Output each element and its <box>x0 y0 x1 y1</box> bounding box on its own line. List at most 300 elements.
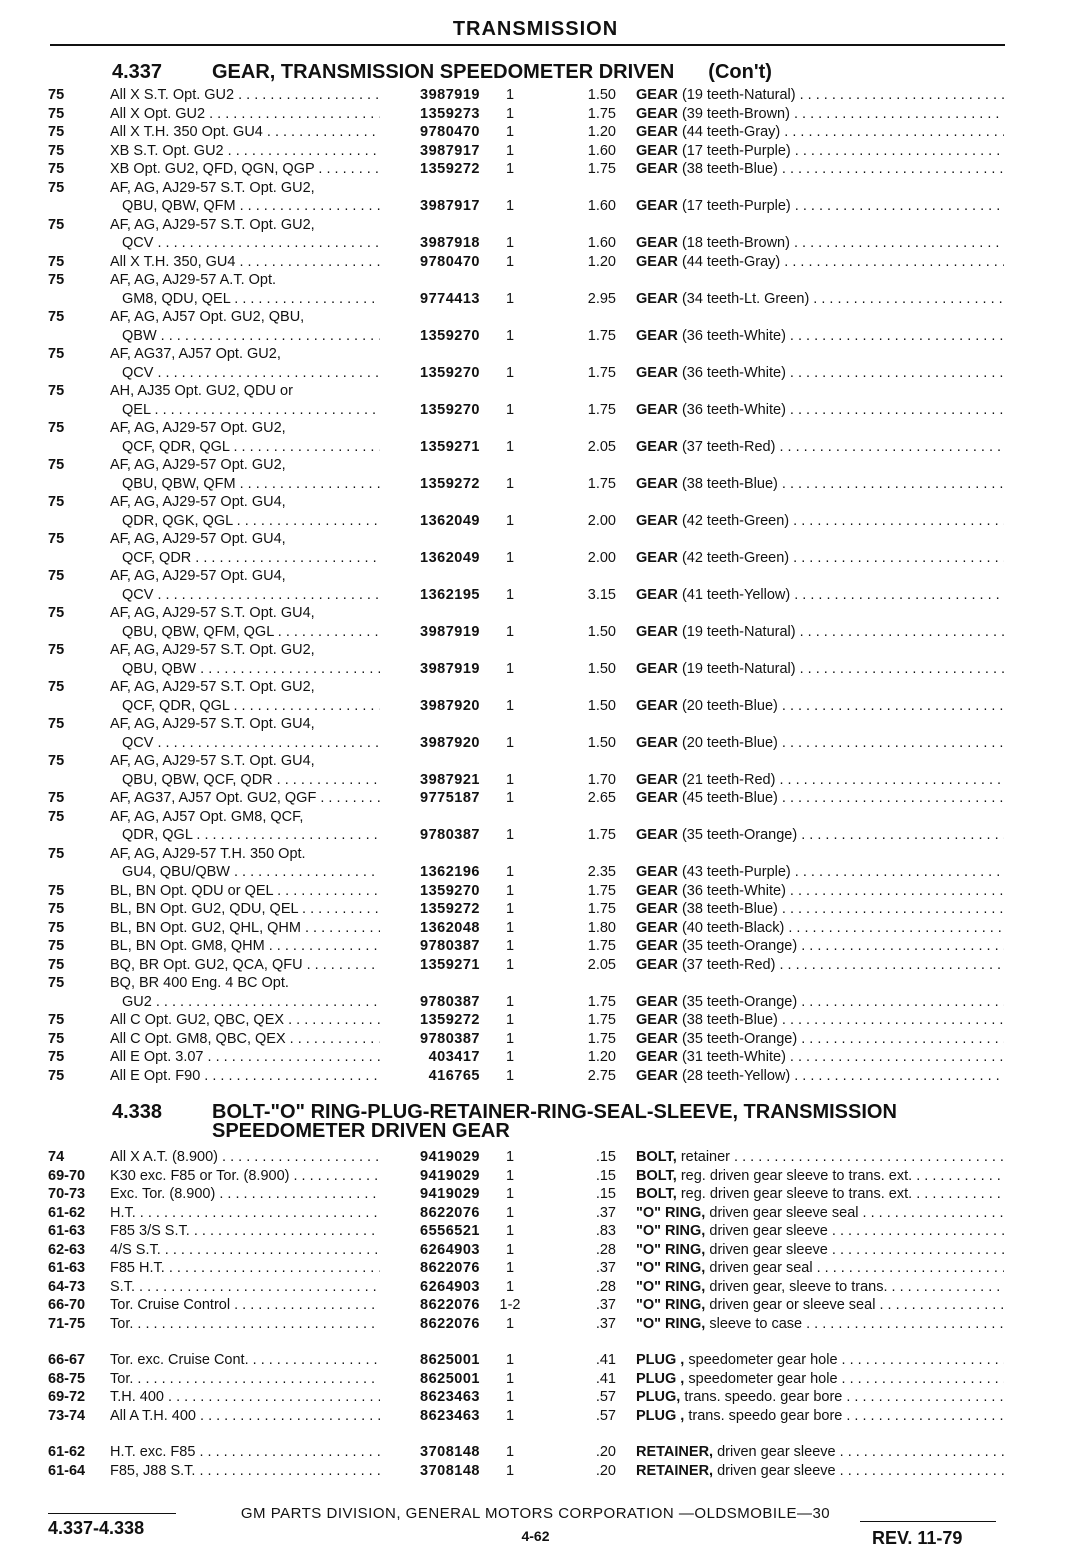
quantity: 1 <box>505 993 515 1010</box>
description <box>636 549 1004 567</box>
quantity: 1 <box>505 919 515 936</box>
part-number: 9780387 <box>420 993 480 1010</box>
quantity: 1 <box>505 475 515 492</box>
model-year: 75 <box>48 956 65 973</box>
description <box>636 771 1004 789</box>
table-row <box>0 1185 1071 1203</box>
part-detail: (20 teeth-Blue) <box>681 734 778 751</box>
quantity: 1 <box>505 1352 515 1368</box>
application: K30 exc. F85 or Tor. (8.900) . . . <box>110 1167 380 1185</box>
application-cont: GM8, QDU, QEL . . . <box>110 290 380 308</box>
section-number: 4.337 <box>112 61 163 83</box>
table-row <box>0 142 1071 160</box>
part-name: GEAR <box>636 1030 678 1047</box>
section-heading-4337 <box>112 62 772 82</box>
model-year: 64-73 <box>48 1278 86 1295</box>
description <box>636 364 1004 382</box>
model-year: 61-62 <box>48 1444 86 1460</box>
description <box>636 1351 1004 1369</box>
quantity: 1 <box>505 1315 515 1332</box>
description <box>636 290 1004 308</box>
footer-corporation: GM PARTS DIVISION, GENERAL MOTORS CORPORATION —OLDSMOBILE—30 <box>240 1505 831 1522</box>
part-number: 6264903 <box>420 1241 480 1258</box>
quantity: 1 <box>505 235 515 251</box>
model-year: 75 <box>48 494 65 510</box>
quantity: 1 <box>505 1012 515 1028</box>
part-detail: retainer <box>680 1149 731 1165</box>
model-year: 75 <box>48 975 65 991</box>
part-detail: reg. driven gear sleeve to trans. ext. <box>680 1167 913 1184</box>
application-cont: QCV . . . <box>110 586 380 604</box>
model-year: 61-64 <box>48 1462 86 1479</box>
table-row <box>0 1296 1071 1314</box>
part-detail: driven gear sleeve <box>709 1241 828 1258</box>
part-name: PLUG , <box>636 1407 685 1424</box>
part-detail: sleeve to case <box>709 1315 803 1332</box>
description <box>636 1407 1004 1425</box>
quantity: 1 <box>505 938 515 954</box>
application-cont: QBW . . . <box>110 327 380 345</box>
model-year: 75 <box>48 161 65 177</box>
application: BL, BN Opt. GU2, QDU, QEL . . . <box>110 900 380 918</box>
part-number: 9780470 <box>420 124 480 140</box>
table-row <box>0 752 1071 770</box>
part-detail: (36 teeth-White) <box>681 364 786 381</box>
part-detail: reg. driven gear sleeve to trans. ext. <box>680 1186 913 1202</box>
application: S.T. . . . <box>110 1278 380 1296</box>
application-cont: QCF, QDR . . . <box>110 549 380 567</box>
part-number: 1359270 <box>420 327 480 344</box>
part-number: 9780387 <box>420 938 480 954</box>
quantity: 1 <box>505 901 515 917</box>
quantity: 1 <box>505 364 515 381</box>
table-row <box>0 697 1071 715</box>
section-number: 4.338 <box>112 1101 163 1123</box>
application: Tor. . . . <box>110 1315 380 1333</box>
part-name: GEAR <box>636 956 678 973</box>
application: AF, AG37, AJ57 Opt. GU2, <box>110 346 281 362</box>
model-year: 61-63 <box>48 1260 86 1276</box>
table-row <box>0 808 1071 826</box>
quantity: 1 <box>505 512 515 529</box>
quantity: 1 <box>505 956 515 973</box>
section-continued: (Con't) <box>708 61 772 83</box>
table-row <box>0 771 1071 789</box>
application: Exc. Tor. (8.900) . . . <box>110 1185 380 1203</box>
application: AF, AG, AJ29-57 Opt. GU2, <box>110 457 286 473</box>
model-year: 75 <box>48 642 65 658</box>
part-number: 3987919 <box>420 623 480 640</box>
application: All X S.T. Opt. GU2 . . . <box>110 86 380 104</box>
quantity: 1 <box>505 124 515 140</box>
part-detail: (18 teeth-Brown) <box>681 235 790 251</box>
price: .15 <box>595 1167 616 1184</box>
description <box>636 123 1004 141</box>
quantity: 1 <box>505 290 515 307</box>
model-year: 75 <box>48 105 65 122</box>
part-detail: driven gear seal <box>709 1260 813 1276</box>
description <box>636 197 1004 215</box>
part-name: GEAR <box>636 198 678 214</box>
part-number: 8623463 <box>420 1407 480 1424</box>
model-year: 75 <box>48 716 65 732</box>
part-number: 1359271 <box>420 438 480 455</box>
quantity: 1 <box>505 623 515 640</box>
price: .83 <box>595 1223 616 1239</box>
part-number: 1359273 <box>420 105 480 122</box>
part-name: GEAR <box>636 142 678 159</box>
table-row <box>0 549 1071 567</box>
quantity: 1 <box>505 1241 515 1258</box>
part-name: BOLT, <box>636 1186 677 1202</box>
table-row <box>0 1148 1071 1166</box>
model-year: 62-63 <box>48 1241 86 1258</box>
quantity: 1 <box>505 1260 515 1276</box>
part-number: 1359270 <box>420 882 480 899</box>
footer-section-code: 4.337-4.338 <box>48 1518 145 1538</box>
table-row <box>0 1443 1071 1461</box>
application: AF, AG, AJ29-57 Opt. GU2, <box>110 420 286 436</box>
quantity: 1 <box>505 697 515 714</box>
description <box>636 937 1004 955</box>
part-number: 3987920 <box>420 734 480 751</box>
part-detail: (38 teeth-Blue) <box>681 901 778 917</box>
application-cont: QBU, QBW, QCF, QDR . . . <box>110 771 380 789</box>
model-year: 75 <box>48 1049 65 1065</box>
part-number: 8622076 <box>420 1204 480 1221</box>
table-row <box>0 660 1071 678</box>
application-cont: QDR, QGL . . . <box>110 826 380 844</box>
quantity: 1 <box>505 161 515 177</box>
application: All C Opt. GM8, QBC, QEX . . . <box>110 1030 380 1048</box>
table-row <box>0 364 1071 382</box>
description <box>636 882 1004 900</box>
description <box>636 1030 1004 1048</box>
table-row <box>0 956 1071 974</box>
price: 2.00 <box>587 512 616 529</box>
part-number: 3987918 <box>420 235 480 251</box>
table-row <box>0 271 1071 289</box>
table-row <box>0 1407 1071 1425</box>
table-row <box>0 160 1071 178</box>
table-row <box>0 308 1071 326</box>
quantity: 1 <box>505 771 515 788</box>
application: AH, AJ35 Opt. GU2, QDU or <box>110 383 293 399</box>
part-name: "O" RING, <box>636 1297 706 1313</box>
part-detail: (38 teeth-Blue) <box>681 161 778 177</box>
part-detail: trans. speedo. gear bore <box>684 1389 843 1405</box>
table-row <box>0 586 1071 604</box>
table-row <box>0 493 1071 511</box>
description <box>636 1278 1004 1296</box>
application: AF, AG, AJ29-57 Opt. GU4, <box>110 494 286 510</box>
part-detail: (35 teeth-Orange) <box>681 938 798 954</box>
part-number: 3987921 <box>420 771 480 788</box>
application: AF, AG, AJ57 Opt. GU2, QBU, <box>110 309 305 325</box>
part-detail: (36 teeth-White) <box>681 882 786 899</box>
description <box>636 900 1004 918</box>
part-detail: (19 teeth-Natural) <box>681 660 796 677</box>
model-year: 71-75 <box>48 1315 86 1332</box>
part-detail: driven gear sleeve <box>709 1223 828 1239</box>
description <box>636 1315 1004 1333</box>
application-cont: QCV . . . <box>110 734 380 752</box>
part-number: 3987920 <box>420 697 480 714</box>
application: XB S.T. Opt. GU2 . . . <box>110 142 380 160</box>
model-year: 75 <box>48 346 65 362</box>
model-year: 75 <box>48 272 65 288</box>
model-year: 66-67 <box>48 1352 86 1368</box>
application: All X T.H. 350, GU4 . . . <box>110 253 380 271</box>
table-row <box>0 345 1071 363</box>
part-number: 1362049 <box>420 549 480 566</box>
table-row <box>0 604 1071 622</box>
price: 1.75 <box>587 1030 616 1047</box>
price: 1.75 <box>587 901 616 917</box>
application: All X Opt. GU2 . . . <box>110 105 380 123</box>
table-row <box>0 1011 1071 1029</box>
part-number: 9775187 <box>420 790 480 806</box>
description <box>636 1296 1004 1314</box>
table-row <box>0 678 1071 696</box>
quantity: 1 <box>505 1149 515 1165</box>
part-name: GEAR <box>636 938 678 954</box>
part-number: 9780387 <box>420 1030 480 1047</box>
application: H.T. . . . <box>110 1204 380 1222</box>
model-year: 75 <box>48 309 65 325</box>
model-year: 74 <box>48 1149 65 1165</box>
application: BQ, BR Opt. GU2, QCA, QFU . . . <box>110 956 380 974</box>
model-year: 61-62 <box>48 1204 86 1221</box>
quantity: 1 <box>505 1049 515 1065</box>
part-number: 3708148 <box>420 1444 480 1460</box>
part-detail: (39 teeth-Brown) <box>681 105 790 122</box>
part-detail: (35 teeth-Orange) <box>681 827 798 843</box>
application-cont: QBU, QBW, QFM . . . <box>110 197 380 215</box>
quantity: 1 <box>505 790 515 806</box>
table-row <box>0 826 1071 844</box>
description <box>636 993 1004 1011</box>
model-year: 75 <box>48 179 65 196</box>
model-year: 69-72 <box>48 1389 86 1405</box>
quantity: 1 <box>505 1223 515 1239</box>
application: Tor. . . . <box>110 1370 380 1388</box>
application: AF, AG, AJ29-57 S.T. Opt. GU2, <box>110 216 315 233</box>
price: 1.75 <box>587 993 616 1010</box>
quantity: 1 <box>505 1462 515 1479</box>
quantity: 1 <box>505 327 515 344</box>
table-row <box>0 863 1071 881</box>
part-number: 9419029 <box>420 1167 480 1184</box>
application-cont: QCF, QDR, QGL . . . <box>110 438 380 456</box>
table-row <box>0 789 1071 807</box>
price: .41 <box>595 1370 616 1387</box>
part-detail: (42 teeth-Green) <box>681 549 790 566</box>
model-year: 75 <box>48 216 65 233</box>
description <box>636 1011 1004 1029</box>
description <box>636 234 1004 252</box>
part-name: GEAR <box>636 253 678 270</box>
part-detail: (17 teeth-Purple) <box>681 142 791 159</box>
part-name: "O" RING, <box>636 1204 706 1221</box>
application: All E Opt. F90 . . . <box>110 1067 380 1085</box>
part-number: 8622076 <box>420 1260 480 1276</box>
application-cont: QEL . . . <box>110 401 380 419</box>
model-year: 75 <box>48 457 65 473</box>
quantity: 1 <box>505 549 515 566</box>
description <box>636 1259 1004 1277</box>
part-name: GEAR <box>636 235 678 251</box>
table-row <box>0 105 1071 123</box>
model-year: 73-74 <box>48 1407 86 1424</box>
description <box>636 1185 1004 1203</box>
price: 1.50 <box>587 697 616 714</box>
application: All X T.H. 350 Opt. GU4 . . . <box>110 123 380 141</box>
application-cont: QBU, QBW . . . <box>110 660 380 678</box>
application: H.T. exc. F85 . . . <box>110 1443 380 1461</box>
price: .15 <box>595 1149 616 1165</box>
part-number: 8625001 <box>420 1352 480 1368</box>
model-year: 75 <box>48 790 65 806</box>
description <box>636 660 1004 678</box>
part-detail: (36 teeth-White) <box>681 327 786 344</box>
price: 2.65 <box>587 790 616 806</box>
part-name: GEAR <box>636 87 678 103</box>
price: 1.50 <box>587 87 616 103</box>
price: 1.50 <box>587 734 616 751</box>
table-row <box>0 1278 1071 1296</box>
description <box>636 512 1004 530</box>
part-detail: (38 teeth-Blue) <box>681 1012 778 1028</box>
quantity: 1 <box>505 198 515 214</box>
part-detail: (37 teeth-Red) <box>681 438 776 455</box>
part-number: 3987917 <box>420 198 480 214</box>
table-row <box>0 438 1071 456</box>
table-row <box>0 937 1071 955</box>
section-title: BOLT-"O" RING-PLUG-RETAINER-RING-SEAL-SLEEVE, TRANSMISSION <box>212 1101 897 1123</box>
table-row <box>0 715 1071 733</box>
part-number: 416765 <box>428 1067 480 1084</box>
description <box>636 105 1004 123</box>
part-detail: (42 teeth-Green) <box>681 512 790 529</box>
model-year: 75 <box>48 919 65 936</box>
part-detail: (31 teeth-White) <box>681 1049 786 1065</box>
quantity: 1 <box>505 1204 515 1221</box>
price: 1.20 <box>587 253 616 270</box>
part-name: GEAR <box>636 882 678 899</box>
application: All E Opt. 3.07 . . . <box>110 1048 380 1066</box>
table-row <box>0 234 1071 252</box>
application-cont: QDR, QGK, QGL . . . <box>110 512 380 530</box>
description <box>636 1067 1004 1085</box>
part-number: 6264903 <box>420 1278 480 1295</box>
description <box>636 586 1004 604</box>
price: 1.20 <box>587 1049 616 1065</box>
part-number: 9419029 <box>420 1186 480 1202</box>
application: BL, BN Opt. GM8, QHM . . . <box>110 937 380 955</box>
price: 2.95 <box>587 290 616 307</box>
table-row <box>0 475 1071 493</box>
quantity: 1 <box>505 105 515 122</box>
model-year: 75 <box>48 808 65 825</box>
footer-page-number: 4-62 <box>521 1528 550 1544</box>
model-year: 75 <box>48 1067 65 1084</box>
part-number: 1362048 <box>420 919 480 936</box>
table-row <box>0 86 1071 104</box>
part-name: GEAR <box>636 586 678 603</box>
model-year: 61-63 <box>48 1223 86 1239</box>
application: AF, AG, AJ29-57 S.T. Opt. GU4, <box>110 605 315 621</box>
application: All C Opt. GU2, QBC, QEX . . . <box>110 1011 380 1029</box>
price: 2.05 <box>587 956 616 973</box>
application: All X A.T. (8.900) . . . <box>110 1148 380 1166</box>
part-name: GEAR <box>636 290 678 307</box>
price: 1.50 <box>587 660 616 677</box>
application-cont: QCF, QDR, QGL . . . <box>110 697 380 715</box>
application: BQ, BR 400 Eng. 4 BC Opt. <box>110 975 289 991</box>
part-name: GEAR <box>636 438 678 455</box>
table-row <box>0 123 1071 141</box>
application-cont: GU4, QBU/QBW . . . <box>110 863 380 881</box>
application-cont: QBU, QBW, QFM, QGL . . . <box>110 623 380 641</box>
description <box>636 734 1004 752</box>
model-year: 75 <box>48 568 65 584</box>
table-row <box>0 900 1071 918</box>
part-name: GEAR <box>636 697 678 714</box>
part-number: 1359271 <box>420 956 480 973</box>
model-year: 75 <box>48 420 65 436</box>
section-heading-4338 <box>112 1102 897 1122</box>
part-name: GEAR <box>636 124 678 140</box>
part-name: GEAR <box>636 364 678 381</box>
part-name: BOLT, <box>636 1149 677 1165</box>
application: F85 3/S S.T. . . . <box>110 1222 380 1240</box>
table-row <box>0 382 1071 400</box>
price: .41 <box>595 1352 616 1368</box>
part-number: 9774413 <box>420 290 480 307</box>
table-row <box>0 974 1071 992</box>
model-year: 75 <box>48 845 65 862</box>
part-name: RETAINER, <box>636 1444 714 1460</box>
part-name: "O" RING, <box>636 1241 706 1258</box>
description <box>636 1388 1004 1406</box>
title-rule <box>50 44 1005 46</box>
quantity: 1 <box>505 1167 515 1184</box>
part-detail: driven gear sleeve <box>717 1444 836 1460</box>
price: .57 <box>595 1389 616 1405</box>
quantity: 1 <box>505 734 515 751</box>
application-cont: QCV . . . <box>110 234 380 252</box>
model-year: 75 <box>48 253 65 270</box>
part-number: 3708148 <box>420 1462 480 1479</box>
price: 1.75 <box>587 364 616 381</box>
part-detail: driven gear, sleeve to trans. <box>709 1278 888 1295</box>
application-cont: QCV . . . <box>110 364 380 382</box>
part-name: GEAR <box>636 864 678 880</box>
part-name: GEAR <box>636 1012 678 1028</box>
table-row <box>0 641 1071 659</box>
part-detail: speedometer gear hole <box>688 1370 838 1387</box>
part-name: PLUG , <box>636 1370 685 1387</box>
table-row <box>0 1259 1071 1277</box>
quantity: 1 <box>505 586 515 603</box>
price: 2.75 <box>587 1067 616 1084</box>
application: All A T.H. 400 . . . <box>110 1407 380 1425</box>
description <box>636 1222 1004 1240</box>
table-row <box>0 1204 1071 1222</box>
part-detail: (41 teeth-Yellow) <box>681 586 791 603</box>
description <box>636 956 1004 974</box>
